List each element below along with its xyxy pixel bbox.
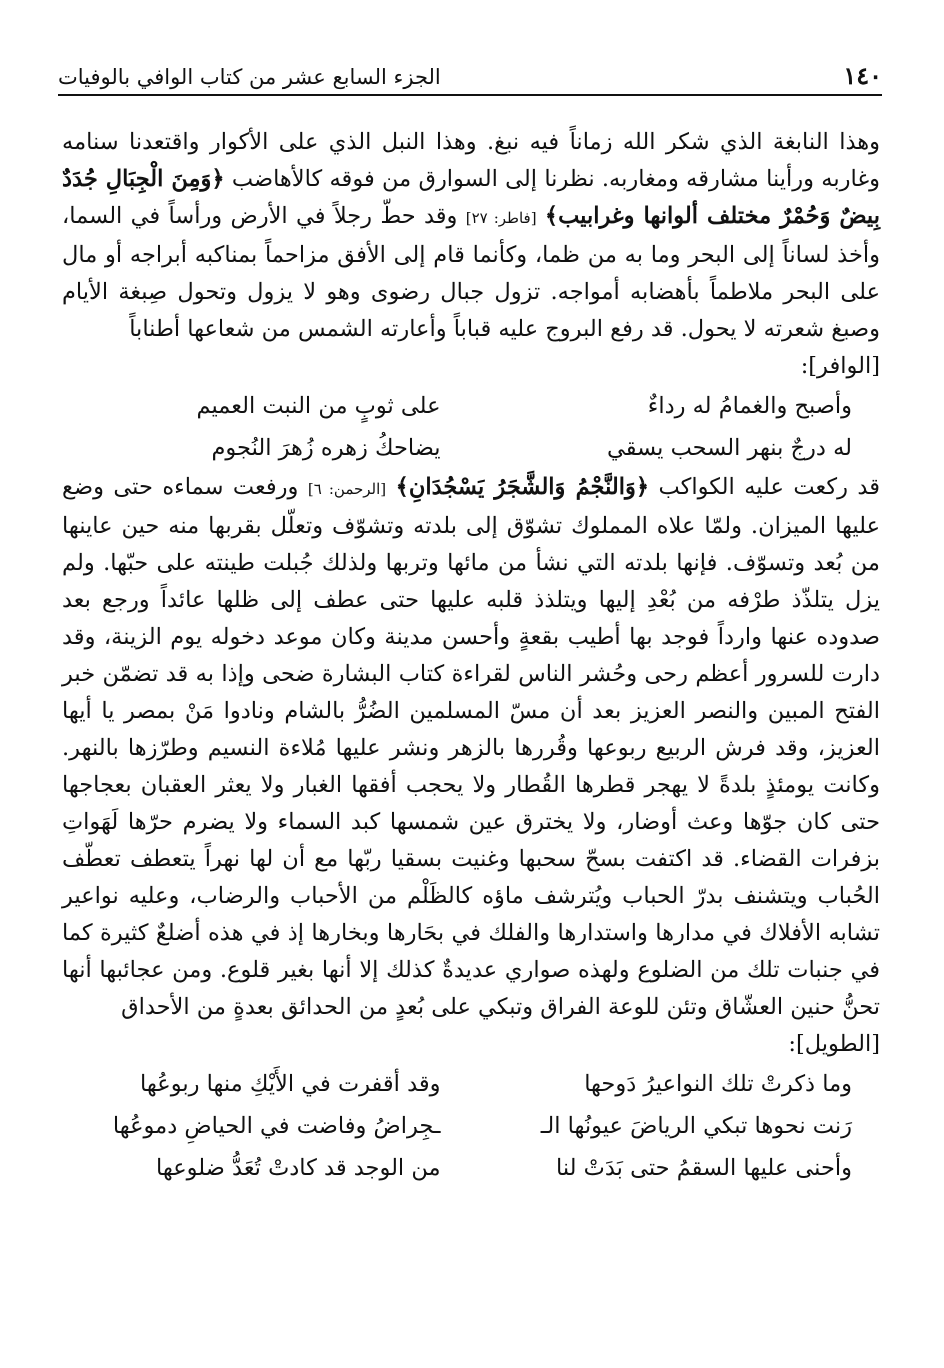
paragraph-1-rest: وقد حطّ رجلاً في الأرض ورأساً في السما، وأخذ لساناً إلى البحر وما به من ظما، وكأنما قام إلى الأفق مزاحماً بمناكبه أبراجه أو مال على البحر ملاطماً بأهضابه أمواجه. تزول جبال رضوى وهو لا يزول وتحول صِبغة الأيام وصبغ شعرته لا يحول. قد رفع البروج عليه قباباً وأعارته الشمس من شعاعها أطناباً	[62, 203, 880, 342]
poem-verse	[62, 1105, 880, 1147]
quran-quote-fatir: ﴿وَمِنَ الْجِبَالِ جُدَدٌ بِيضٌ وَحُمْرٌ مختلف ألوانها وغرابيب﴾	[62, 166, 880, 229]
body-text	[62, 124, 880, 1189]
paragraph-1-lead: وهذا النابغة الذي شكر الله زماناً فيه نبغ. وهذا النبل الذي على الأكوار واقتعدنا سنامه وغاربه ورأينا مشارقه ومغاربه. نظرنا إلى السوارق من فوقه كالأهاضب	[62, 129, 880, 192]
poem-verse	[62, 1063, 880, 1105]
page-number: ١٤٠	[843, 61, 882, 90]
hemistich-right: وأصبح والغمامُ له رداءٌ	[647, 393, 852, 419]
hemistich-right: له درجٌ بنهر السحب يسقي	[606, 435, 852, 461]
hemistich-right: رَنت نحوها تبكي الرياضَ عيونُها الـ	[540, 1113, 852, 1139]
poem-verse	[62, 1147, 880, 1189]
poem-verse	[62, 427, 880, 469]
poem-verse	[62, 385, 880, 427]
hemistich-left: وقد أقفرت في الأَيْكِ منها ربوعُها	[140, 1071, 441, 1097]
hemistich-left: يضاحكُ زهره زُهرَ النُجوم	[211, 435, 441, 461]
hemistich-left: ـجِراضُ وفاضت في الحياضِ دموعُها	[112, 1113, 441, 1139]
running-title: الجزء السابع عشر من كتاب الوافي بالوفيات	[58, 65, 441, 89]
paragraph-2	[62, 469, 880, 1026]
meter-label-wafir: [الوافر]:	[800, 353, 880, 379]
meter-label-tawil: [الطويل]:	[788, 1031, 880, 1057]
quran-citation-fatir: [فاطر: ٢٧]	[465, 209, 537, 227]
quran-citation-rahman: [الرحمن: ٦]	[307, 480, 387, 498]
paragraph-2-lead: قد ركعت عليه الكواكب	[658, 474, 880, 500]
hemistich-right: وما ذكرتْ تلك النواعيرُ دَوحها	[584, 1071, 852, 1097]
hemistich-left: من الوجد قد كادتْ تُعَدُّ ضلوعها	[156, 1155, 441, 1181]
poem-wafir	[62, 385, 880, 469]
paragraph-1	[62, 124, 880, 348]
hemistich-left: على ثوبٍ من النبت العميم	[196, 393, 441, 419]
paragraph-2-rest: ورفعت سماءه حتى وضع عليها الميزان. ولمّا علاه المملوك تشوّق إلى بلدته وتشوّف وتعلّل بقربها منه حين عاينها من بُعد وتسوّف. فإنها بلدته التي نشأ من مائها وتربها ولذلك جُبلت طينته على حبّها. ولم يزل يتلذّذ طرْفه من بُعْدِ إليها ويتلذذ قلبه عليها حتى عطف إلى ظلها عائداً ورجع بعد صدوده عنها وارداً فوجد بها أطيب بقعةٍ وأحسن مدينة وكان موعد دخوله يوم الزينة، وقد دارت للسرور أعظم رحى وحُشر الناس لقراءة كتاب البشارة ضحى وإذا به قد تضمّن خبر الفتح المبين والنصر العزيز بعد أن مسّ المسلمين الضُرُّ بالشام ونادوا مَنْ بمصر يا أيها العزيز، وقد فرش الربيع ربوعها وقُررها بالزهر ونشر عليها مُلاءة النسيم وطرّزها بالنهر. وكانت يومئذٍ بلدةً لا يهجر قطرها القُطار ولا يحجب أفقها الغبار ولا يعثر العقبان بعجاجها حتى كان جوّها وعث أوضار، ولا يخترق عين شمسها كبد السماء ولا يضرم حرّها لَهَواتِ بزفرات القضاء. قد اكتفت بسحّ سحبها وغنيت بسقيا ربّها مع أن لها نهراً يتعطف تعطّف الحُباب ويتشنف بدرّ الحباب ويُترشف ماؤه كالظَلْم من الأحباب والرضاب، وعليه نواعير تشابه الأفلاك في مدارها واستدارها والفلك في بحَارها وبخارها إذ في هذه أضلعٌ كثيرة كما في جنبات تلك من الضلوع ولهذه صواري عديدةٌ كذلك إلا أنها بغير قلوع. ومن عجائبها أنها تحنُّ حنين العشّاق وتئن للوعة الفراق وتبكي على بُعدٍ من الحدائق بعدةٍ من الأحداق	[62, 474, 880, 1020]
hemistich-right: وأحنى عليها السقمُ حتى بَدَتْ لنا	[556, 1155, 852, 1181]
quran-quote-rahman: ﴿وَالنَّجْمُ وَالشَّجَرُ يَسْجُدَانِ﴾	[395, 474, 650, 500]
page-header	[58, 56, 882, 96]
poem-tawil	[62, 1063, 880, 1189]
